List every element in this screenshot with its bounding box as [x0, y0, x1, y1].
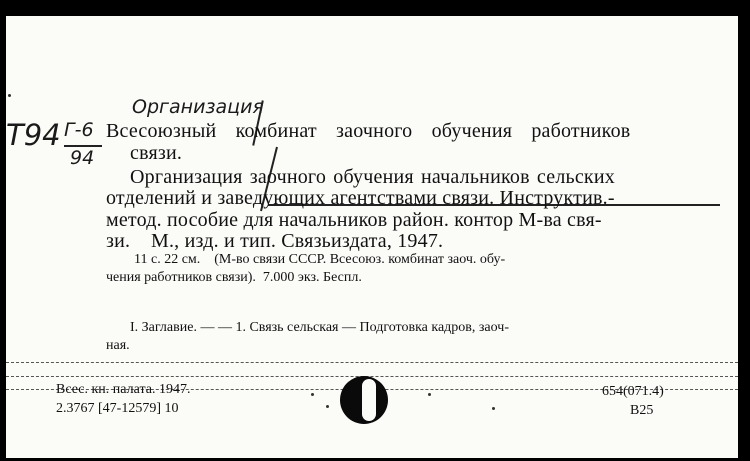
speck-dot: [428, 393, 431, 396]
footer-right-1: 654(071.4): [602, 384, 664, 399]
entry-line-8: чения работников связи). 7.000 экз. Беспл.: [106, 270, 362, 285]
entry-line-6: зи. М., изд. и тип. Связьиздата, 1947.: [106, 230, 444, 252]
speck-dot: [492, 407, 495, 410]
entry-line-2: связи.: [130, 142, 183, 164]
footer-left-1: Всес. кн. палата. 1947.: [56, 382, 191, 397]
handwritten-catalog-prefix: Т94: [6, 118, 61, 152]
entry-line-3: Организация заочного обучения начальников сельских: [130, 166, 615, 188]
entry-line-4: отделений и заведующих агентствами связи. Инструктив.-: [106, 187, 615, 209]
speck-dot: [326, 405, 329, 408]
entry-line-7: 11 с. 22 см. (М-во связи СССР. Всесоюз. комбинат заоч. обу-: [134, 252, 506, 267]
entry-line-5: метод. пособие для начальников район. контор М-ва свя-: [106, 209, 602, 231]
entry-line-1: Всесоюзный комбинат заочного обучения работников: [106, 120, 631, 142]
footer-right-2: В25: [630, 403, 654, 418]
speck-dot: [311, 393, 314, 396]
catalog-card: [6, 16, 738, 458]
handwritten-catalog-bottom: 94: [70, 147, 95, 169]
handwritten-heading: Организация: [132, 96, 264, 118]
tracing-line-2: ная.: [106, 338, 130, 353]
footer-left-2: 2.3767 [47-12579] 10: [56, 401, 179, 416]
speck-dot: [8, 94, 11, 97]
punch-hole-highlight: [362, 379, 376, 421]
handwritten-catalog-top: Г-6: [64, 119, 94, 141]
guide-line-1: [6, 362, 738, 363]
tracing-line-1: I. Заглавие. — — 1. Связь сельская — Подготовка кадров, заоч-: [130, 320, 509, 335]
